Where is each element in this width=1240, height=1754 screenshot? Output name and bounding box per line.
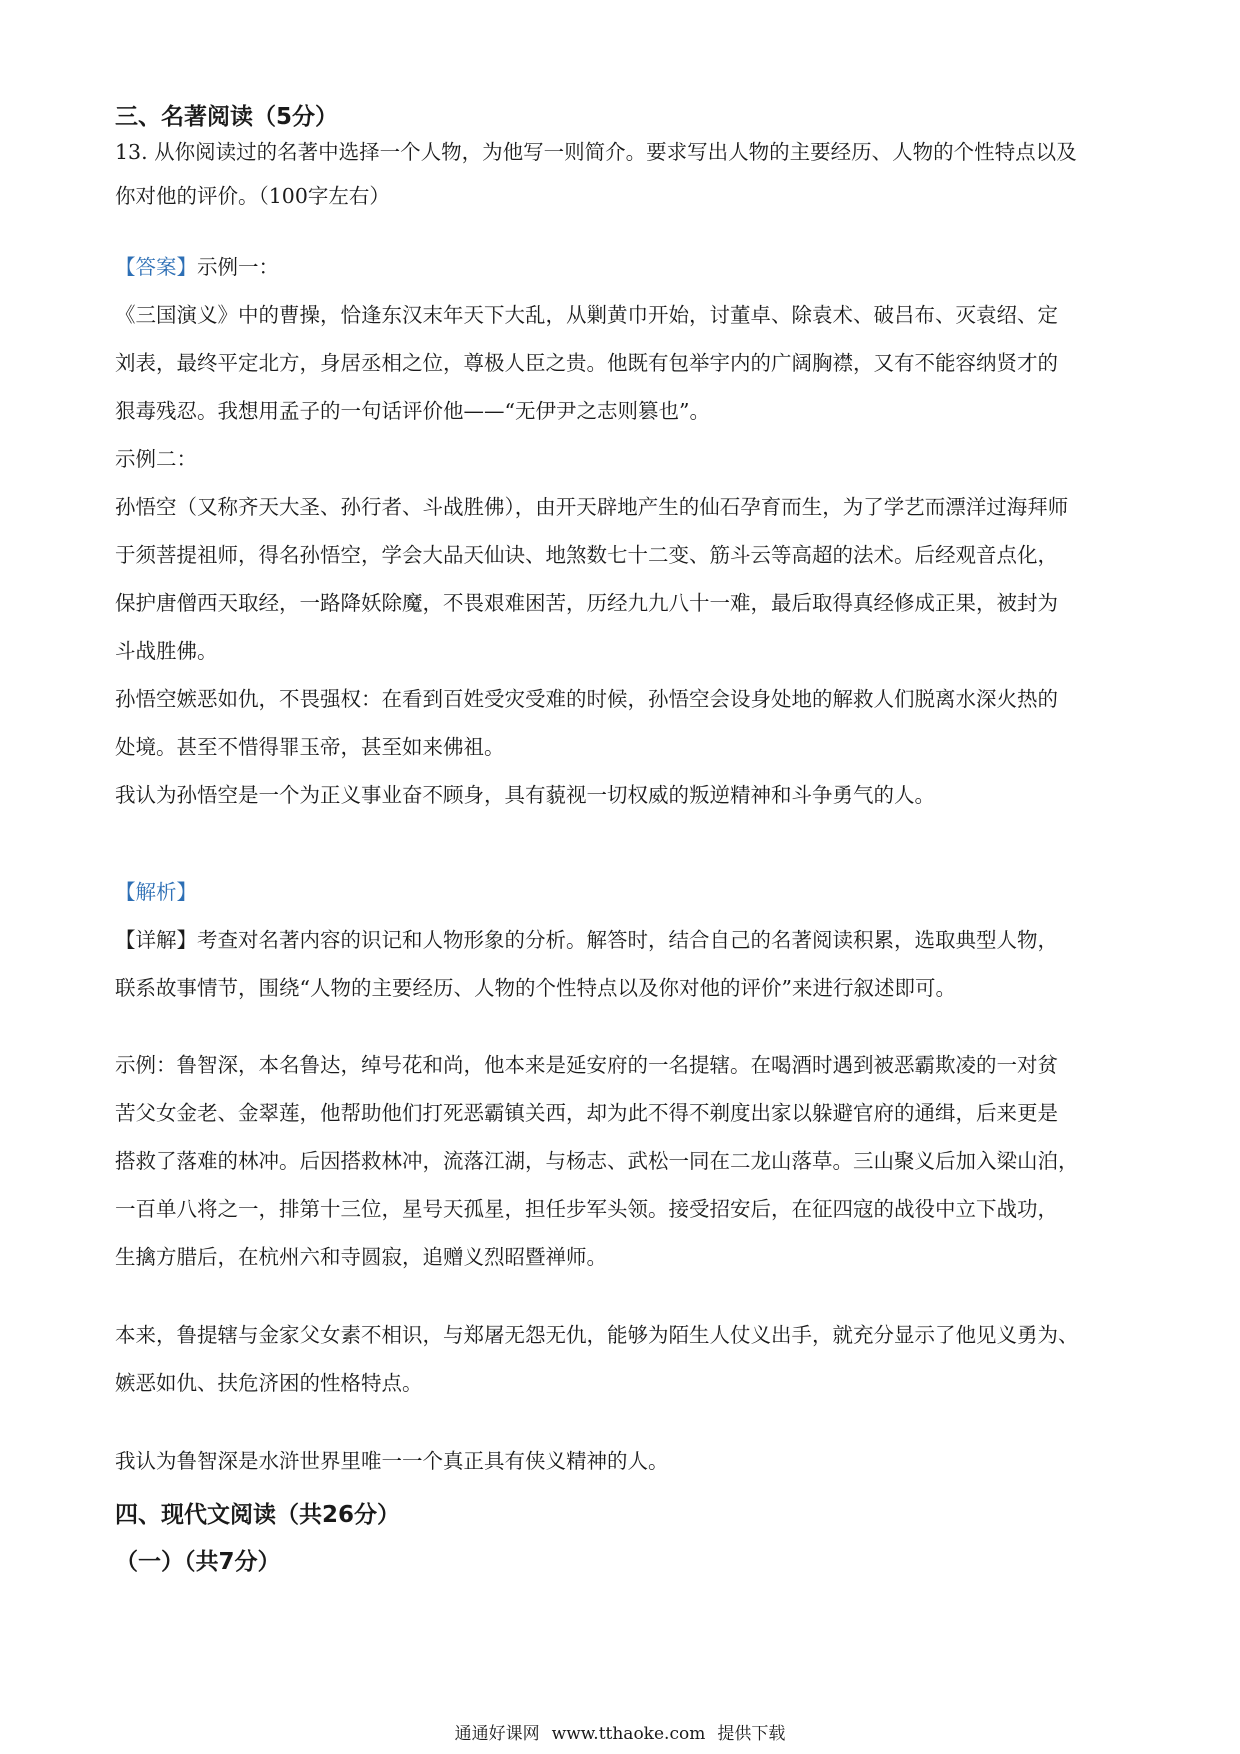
question-13-prompt-line-1: 13. 从你阅读过的名著中选择一个人物，为他写一则简介。要求写出人物的主要经历、人物的个性特点以及 bbox=[115, 140, 1077, 164]
analysis-tag: 【解析】 bbox=[115, 880, 197, 904]
section-4-subheading: （一）（共7分） bbox=[115, 1549, 281, 1575]
example-1-line-3: 狠毒残忍。我想用孟子的一句话评价他——“无伊尹之志则篡也”。 bbox=[115, 399, 710, 423]
section-3-heading: 三、名著阅读（5分） bbox=[115, 104, 339, 130]
conclusion-line: 我认为鲁智深是水浒世界里唯一一个真正具有侠义精神的人。 bbox=[115, 1449, 669, 1473]
sample-line-2: 苦父女金老、金翠莲，他帮助他们打死恶霸镇关西，却为此不得不剃度出家以躲避官府的通缉，后来更是 bbox=[115, 1101, 1058, 1125]
analysis-detail-line-1 bbox=[115, 925, 1135, 955]
sample-line-3: 搭救了落难的林冲。后因搭救林冲，流落江湖，与杨志、武松一同在二龙山落草。三山聚义后加入梁山泊， bbox=[115, 1149, 1079, 1173]
example-2-line-5: 孙悟空嫉恶如仇，不畏强权：在看到百姓受灾受难的时候，孙悟空会设身处地的解救人们脱离水深火热的 bbox=[115, 687, 1058, 711]
trait-line-1: 本来，鲁提辖与金家父女素不相识，与郑屠无怨无仇，能够为陌生人仗义出手，就充分显示了他见义勇为、 bbox=[115, 1323, 1079, 1347]
question-13-prompt-line-2: 你对他的评价。（100字左右） bbox=[115, 184, 390, 208]
example-2-line-7: 我认为孙悟空是一个为正义事业奋不顾身，具有藐视一切权威的叛逆精神和斗争勇气的人。 bbox=[115, 783, 935, 807]
example-1-line-2: 刘表，最终平定北方，身居丞相之位，尊极人臣之贵。他既有包举宇内的广阔胸襟，又有不能容纳贤才的 bbox=[115, 351, 1058, 375]
answer-tag: 【答案】 bbox=[115, 255, 197, 279]
footer-site-url[interactable]: www.tthaoke.com bbox=[551, 1724, 706, 1744]
example-2-label: 示例二： bbox=[115, 447, 197, 471]
example-2-line-4: 斗战胜佛。 bbox=[115, 639, 218, 663]
sample-line-4: 一百单八将之一，排第十三位，星号天孤星，担任步军头领。接受招安后，在征四寇的战役中立下战功， bbox=[115, 1197, 1058, 1221]
detail-tag: 【详解】 bbox=[115, 928, 197, 952]
page-footer bbox=[0, 1722, 1240, 1746]
detail-text-1: 考查对名著内容的识记和人物形象的分析。解答时，结合自己的名著阅读积累，选取典型人物， bbox=[197, 928, 1058, 952]
trait-line-2: 嫉恶如仇、扶危济困的性格特点。 bbox=[115, 1371, 423, 1395]
example-2-line-3: 保护唐僧西天取经，一路降妖除魔，不畏艰难困苦，历经九九八十一难，最后取得真经修成正果，被封为 bbox=[115, 591, 1058, 615]
footer-provide-text: 提供下载 bbox=[717, 1724, 786, 1744]
answer-example-1-intro bbox=[115, 252, 1135, 282]
example-2-line-2: 于须菩提祖师，得名孙悟空，学会大品天仙诀、地煞数七十二变、筋斗云等高超的法术。后经观音点化， bbox=[115, 543, 1058, 567]
example-2-line-6: 处境。甚至不惜得罪玉帝，甚至如来佛祖。 bbox=[115, 735, 505, 759]
example-2-line-1: 孙悟空（又称齐天大圣、孙行者、斗战胜佛），由开天辟地产生的仙石孕育而生，为了学艺而漂洋过海拜师 bbox=[115, 495, 1069, 519]
example-1-label: 示例一： bbox=[197, 255, 279, 279]
sample-line-1: 示例：鲁智深，本名鲁达，绰号花和尚，他本来是延安府的一名提辖。在喝酒时遇到被恶霸欺凌的一对贫 bbox=[115, 1053, 1058, 1077]
sample-line-5: 生擒方腊后，在杭州六和寺圆寂，追赠义烈昭暨禅师。 bbox=[115, 1245, 607, 1269]
section-4-heading: 四、现代文阅读（共26分） bbox=[115, 1502, 401, 1528]
footer-site-name: 通通好课网 bbox=[454, 1724, 540, 1744]
analysis-detail-line-2: 联系故事情节，围绕“人物的主要经历、人物的个性特点以及你对他的评价”来进行叙述即可。 bbox=[115, 976, 956, 1000]
example-1-line-1: 《三国演义》中的曹操，恰逢东汉末年天下大乱，从剿黄巾开始，讨董卓、除袁术、破吕布、灭袁绍、定 bbox=[115, 303, 1058, 327]
